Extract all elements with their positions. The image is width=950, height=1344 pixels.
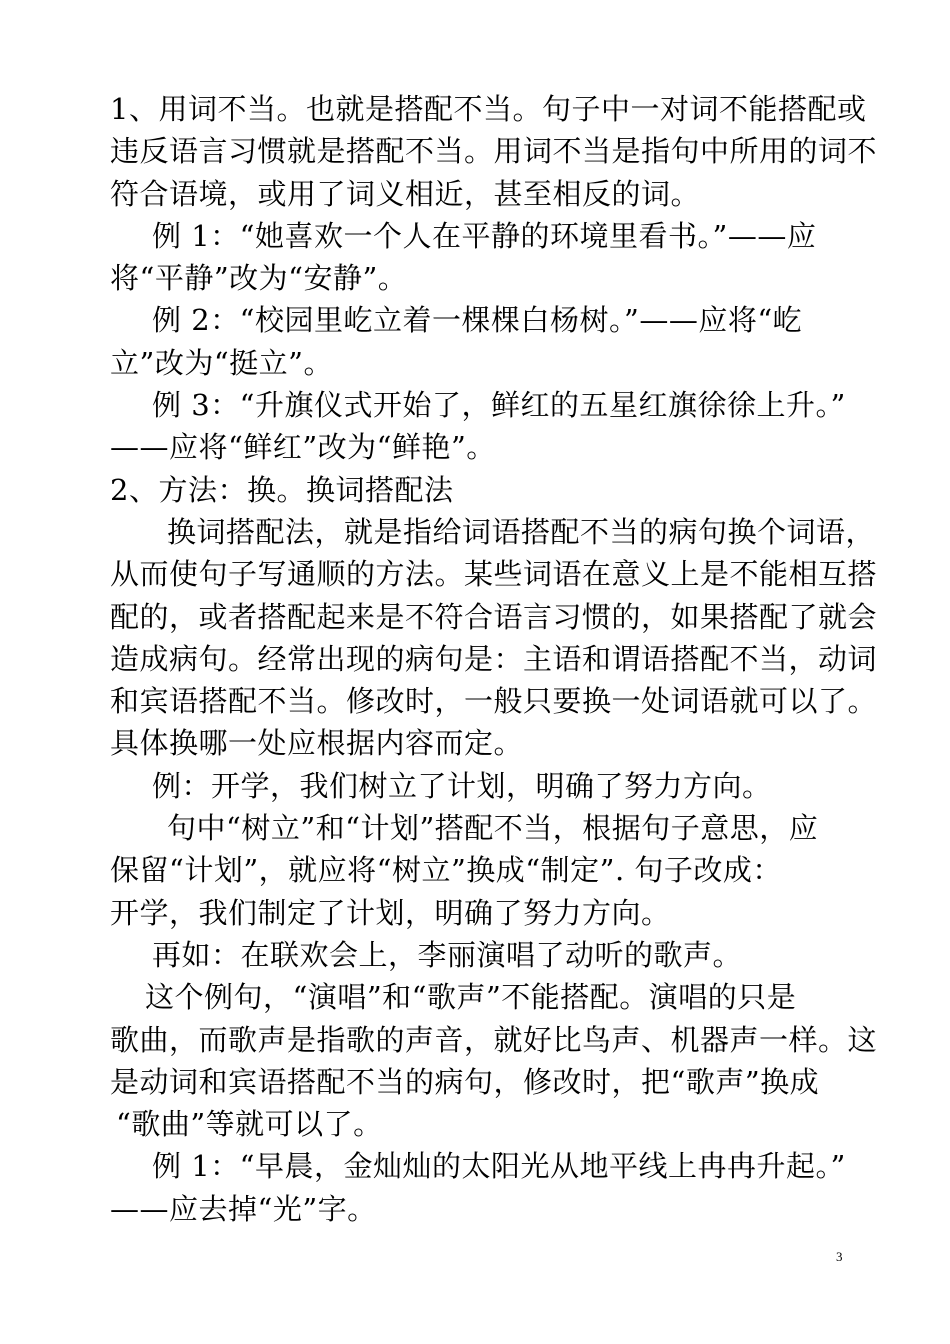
text-line: 具体换哪一处应根据内容而定。 xyxy=(110,726,524,761)
page-number: 3 xyxy=(836,1249,843,1264)
text-line: 是动词和宾语搭配不当的病句，修改时，把“歌声”换成 xyxy=(110,1064,820,1099)
text-line: ——应将“鲜红”改为“鲜艳”。 xyxy=(110,430,496,465)
text-line: “歌曲”等就可以了。 xyxy=(116,1107,383,1142)
text-line: 开学，我们制定了计划，明确了努力方向。 xyxy=(110,895,671,930)
text-line: 例：开学，我们树立了计划，明确了努力方向。 xyxy=(152,768,772,803)
text-line: 违反语言习惯就是搭配不当。用词不当是指句中所用的词不 xyxy=(110,134,878,169)
text-line: 造成病句。经常出现的病句是：主语和谓语搭配不当，动词 xyxy=(110,641,878,676)
text-line: 例 3：“升旗仪式开始了，鲜红的五星红旗徐徐上升。” xyxy=(152,388,846,423)
section-heading: 2、方法：换。换词搭配法 xyxy=(110,472,454,507)
text-line: ——应去掉“光”字。 xyxy=(110,1191,377,1226)
text-line: 保留“计划”，就应将“树立”换成“制定”. 句子改成： xyxy=(110,853,782,888)
text-line: 立”改为“挺立”。 xyxy=(110,345,333,380)
text-line: 从而使句子写通顺的方法。某些词语在意义上是不能相互搭 xyxy=(110,557,878,592)
text-line: 符合语境，或用了词义相近，甚至相反的词。 xyxy=(110,176,701,211)
text-line: 例 2：“校园里屹立着一棵棵白杨树。”——应将“屹 xyxy=(152,303,803,338)
document-body xyxy=(110,88,878,1230)
text-line: 例 1：“她喜欢一个人在平静的环境里看书。”——应 xyxy=(152,218,817,253)
text-line: 将“平静”改为“安静”。 xyxy=(110,261,408,296)
text-line: 配的，或者搭配起来是不符合语言习惯的，如果搭配了就会 xyxy=(110,599,878,634)
text-line: 和宾语搭配不当。修改时，一般只要换一处词语就可以了。 xyxy=(110,684,878,719)
text-line: 句中“树立”和“计划”搭配不当，根据句子意思，应 xyxy=(167,811,819,846)
text-line: 例 1：“早晨，金灿灿的太阳光从地平线上冉冉升起。” xyxy=(152,1149,846,1184)
text-line: 再如：在联欢会上，李丽演唱了动听的歌声。 xyxy=(152,937,743,972)
text-line: 这个例句，“演唱”和“歌声”不能搭配。演唱的只是 xyxy=(145,980,797,1015)
text-line: 1、用词不当。也就是搭配不当。句子中一对词不能搭配或 xyxy=(110,92,867,126)
text-line: 歌曲，而歌声是指歌的声音，就好比鸟声、机器声一样。这 xyxy=(110,1022,878,1057)
text-line: 换词搭配法，就是指给词语搭配不当的病句换个词语， xyxy=(167,514,876,549)
